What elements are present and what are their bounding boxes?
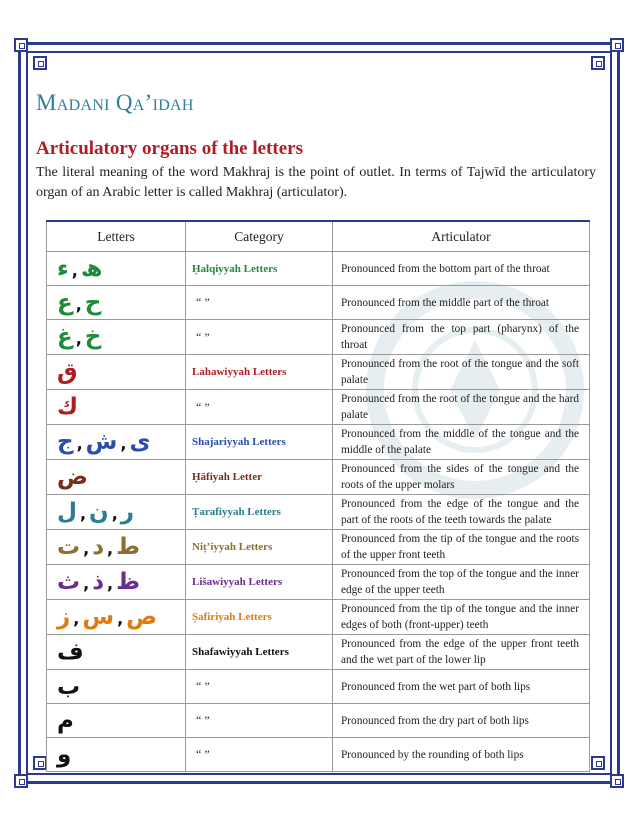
arabic-letter: و <box>57 741 72 768</box>
letter-separator: , <box>75 329 82 348</box>
table-row <box>47 252 590 286</box>
articulator-cell: Pronounced from the root of the tongue and the soft palate <box>333 355 590 390</box>
arabic-letter: ف <box>57 639 84 665</box>
arabic-letter: س <box>82 604 115 630</box>
table-row <box>47 704 590 738</box>
letters-cell <box>47 635 186 670</box>
table-body <box>47 252 590 772</box>
arabic-letter: ن <box>89 499 109 525</box>
corner-ornament <box>591 756 605 770</box>
corner-ornament <box>14 774 28 788</box>
arabic-letter: ك <box>57 394 79 420</box>
table-row <box>47 635 590 670</box>
letters-cell <box>47 286 186 320</box>
letters-cell <box>47 495 186 530</box>
table-row <box>47 738 590 772</box>
corner-ornament <box>591 56 605 70</box>
table-row <box>47 670 590 704</box>
table-row <box>47 565 590 600</box>
arabic-letter: ح <box>84 289 102 316</box>
letters-cell <box>47 390 186 425</box>
category-cell: “ ” <box>186 704 333 738</box>
category-cell: Niṭ’iyyah Letters <box>186 530 333 565</box>
arabic-letter: ی <box>129 429 151 455</box>
articulator-cell: Pronounced from the middle part of the throat <box>333 286 590 320</box>
category-cell: “ ” <box>186 390 333 425</box>
letters-cell <box>47 670 186 704</box>
category-cell: Shafawiyyah Letters <box>186 635 333 670</box>
category-cell: “ ” <box>186 738 333 772</box>
category-cell: Lišawiyyah Letters <box>186 565 333 600</box>
articulator-cell: Pronounced from the bottom part of the throat <box>333 252 590 286</box>
arabic-letter: ش <box>85 429 118 455</box>
arabic-letter: ض <box>57 464 88 490</box>
letter-separator: , <box>73 609 80 628</box>
category-cell: Ṭarafiyyah Letters <box>186 495 333 530</box>
column-header-letters: Letters <box>47 221 186 252</box>
articulator-cell: Pronounced from the tip of the tongue and the inner edges of both (front-upper) teeth <box>333 600 590 635</box>
articulator-cell: Pronounced from the dry part of both lips <box>333 704 590 738</box>
letter-separator: , <box>79 504 87 523</box>
articulator-cell: Pronounced from the root of the tongue and the hard palate <box>333 390 590 425</box>
category-cell: Lahawiyyah Letters <box>186 355 333 390</box>
arabic-letter: ب <box>57 673 81 700</box>
table-row <box>47 320 590 355</box>
articulator-cell: Pronounced from the top of the tongue and the inner edge of the upper teeth <box>333 565 590 600</box>
arabic-letter: ر <box>120 499 135 525</box>
table-header-row <box>47 221 590 252</box>
category-cell: “ ” <box>186 286 333 320</box>
makhraj-table <box>46 220 590 772</box>
arabic-letter: ث <box>57 569 81 595</box>
arabic-letter: ت <box>57 534 81 560</box>
arabic-letter: ظ <box>116 569 140 595</box>
column-header-articulator: Articulator <box>333 221 590 252</box>
arabic-letter: غ <box>57 324 73 350</box>
letter-separator: , <box>111 504 118 523</box>
articulator-cell: Pronounced from the edge of the upper front teeth and the wet part of the lower lip <box>333 635 590 670</box>
table-row <box>47 355 590 390</box>
letter-separator: , <box>83 574 90 593</box>
letters-cell <box>47 460 186 495</box>
category-cell: “ ” <box>186 670 333 704</box>
arabic-letter: ذ <box>92 569 105 595</box>
letter-separator: , <box>83 539 90 558</box>
letters-cell <box>47 565 186 600</box>
arabic-letter: م <box>57 707 74 734</box>
table-row <box>47 425 590 460</box>
letters-cell <box>47 252 186 286</box>
category-cell: Shajariyyah Letters <box>186 425 333 460</box>
category-cell: “ ” <box>186 320 333 355</box>
arabic-letter: ق <box>57 359 78 385</box>
table-row <box>47 286 590 320</box>
column-header-category: Category <box>186 221 333 252</box>
book-header: Madani Qa’idah <box>36 90 194 115</box>
arabic-letter: ء <box>57 255 69 282</box>
letter-separator: , <box>107 539 114 558</box>
arabic-letter: ج <box>57 429 74 455</box>
table-row <box>47 460 590 495</box>
letter-separator: , <box>75 294 82 314</box>
letter-separator: , <box>107 574 114 593</box>
arabic-letter: ل <box>57 499 77 525</box>
corner-ornament <box>610 774 624 788</box>
corner-ornament <box>33 56 47 70</box>
arabic-letter: ص <box>126 604 158 630</box>
letter-separator: , <box>120 434 127 453</box>
articulator-cell: Pronounced from the tip of the tongue and the roots of the upper front teeth <box>333 530 590 565</box>
arabic-letter: خ <box>84 324 102 350</box>
table-row <box>47 530 590 565</box>
letters-cell <box>47 320 186 355</box>
articulator-cell: Pronounced by the rounding of both lips <box>333 738 590 772</box>
category-cell: Ḥāfiyah Letter <box>186 460 333 495</box>
articulator-cell: Pronounced from the sides of the tongue and the roots of the upper molars <box>333 460 590 495</box>
letters-cell <box>47 355 186 390</box>
arabic-letter: ط <box>116 534 140 560</box>
arabic-letter: د <box>92 534 105 560</box>
letters-cell <box>47 530 186 565</box>
arabic-letter: ز <box>57 604 71 630</box>
articulator-cell: Pronounced from the wet part of both lips <box>333 670 590 704</box>
letter-separator: , <box>76 434 83 453</box>
arabic-letter: ع <box>57 289 73 316</box>
corner-ornament <box>610 38 624 52</box>
letters-cell <box>47 425 186 460</box>
section-title: Articulatory organs of the letters <box>36 138 303 159</box>
table-row <box>47 600 590 635</box>
letters-cell <box>47 600 186 635</box>
articulator-cell: Pronounced from the top part (pharynx) of the throat <box>333 320 590 355</box>
letter-separator: , <box>117 609 124 628</box>
articulator-cell: Pronounced from the middle of the tongue and the middle of the palate <box>333 425 590 460</box>
intro-paragraph: The literal meaning of the word Makhraj is the point of outlet. In terms of Tajwīd the articulatory organ of an Arabic letter is called Makhraj (articulator). <box>36 165 596 200</box>
articulator-cell: Pronounced from the edge of the tongue and the part of the roots of the teeth towards the palate <box>333 495 590 530</box>
category-cell: Ṣafiriyah Letters <box>186 600 333 635</box>
letter-separator: , <box>71 260 78 280</box>
category-cell: Ḥalqiyyah Letters <box>186 252 333 286</box>
corner-ornament <box>14 38 28 52</box>
letters-cell <box>47 738 186 772</box>
arabic-letter: ھ <box>80 255 103 282</box>
table-row <box>47 390 590 425</box>
corner-ornament <box>33 756 47 770</box>
table-row <box>47 495 590 530</box>
letters-cell <box>47 704 186 738</box>
